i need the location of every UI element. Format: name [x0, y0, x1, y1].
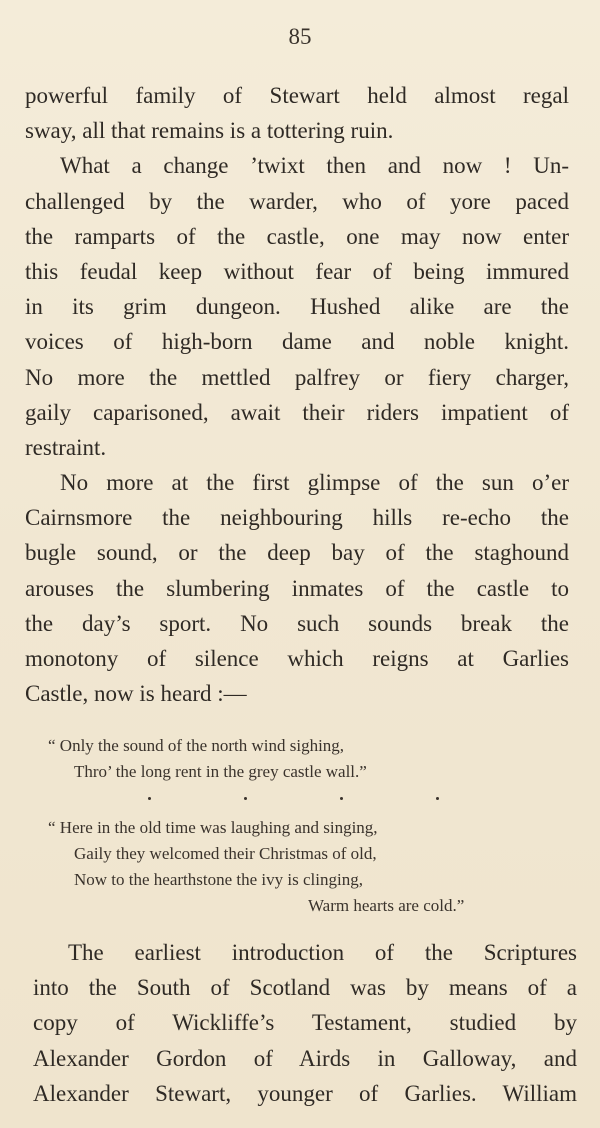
poem-line: “ Only the sound of the north wind sighing, [48, 736, 345, 755]
ellipsis-dot [148, 797, 151, 800]
text-line: Castle, now is heard :— [25, 681, 247, 707]
text-line: the ramparts of the castle, one may now enter [25, 223, 569, 249]
page-number: 85 [288, 24, 312, 49]
poem-line: Now to the hearthstone the ivy is clinging, [74, 870, 363, 889]
text-line: Alexander Gordon of Airds in Galloway, and [33, 1045, 577, 1071]
poem-line: Thro’ the long rent in the grey castle wall.” [74, 762, 367, 781]
text-line: No more at the first glimpse of the sun o’er [60, 470, 569, 496]
text-line: arouses the slumbering inmates of the castle to [25, 575, 569, 601]
ellipsis-divider [148, 793, 448, 803]
poem-quote [48, 815, 548, 919]
closing-paragraph [33, 935, 577, 1111]
poem-line: “ Here in the old time was laughing and singing, [48, 818, 378, 837]
text-line: sway, all that remains is a tottering ruin. [25, 118, 394, 144]
text-line: What a change ’twixt then and now ! Un- [60, 153, 569, 179]
text-line: No more the mettled palfrey or fiery charger, [25, 364, 569, 390]
text-line: gaily caparisoned, await their riders impatient of [25, 399, 569, 425]
text-line: voices of high-born dame and noble knight. [25, 329, 569, 355]
ellipsis-dot [340, 797, 343, 800]
text-line: into the South of Scotland was by means of a [33, 975, 577, 1001]
text-line: the day’s sport. No such sounds break the [25, 610, 569, 636]
poem-quote [48, 733, 548, 785]
ellipsis-dot [436, 797, 439, 800]
text-line: in its grim dungeon. Hushed alike are the [25, 294, 569, 320]
ellipsis-dot [244, 797, 247, 800]
text-line: Cairnsmore the neighbouring hills re-echo the [25, 505, 569, 531]
poem-line: Gaily they welcomed their Christmas of old, [74, 844, 377, 863]
text-line: bugle sound, or the deep bay of the staghound [25, 540, 569, 566]
text-line: restraint. [25, 434, 107, 460]
text-line: challenged by the warder, who of yore paced [25, 188, 569, 214]
body-text [25, 78, 569, 711]
text-line: this feudal keep without fear of being immured [25, 258, 569, 284]
text-line: The earliest introduction of the Scriptures [68, 940, 577, 965]
text-line: powerful family of Stewart held almost regal [25, 83, 569, 108]
poem-line: Warm hearts are cold.” [308, 896, 465, 915]
text-line: monotony of silence which reigns at Garlies [25, 646, 569, 671]
text-line: Alexander Stewart, younger of Garlies. William [33, 1080, 577, 1106]
text-line: copy of Wickliffe’s Testament, studied by [33, 1010, 577, 1036]
